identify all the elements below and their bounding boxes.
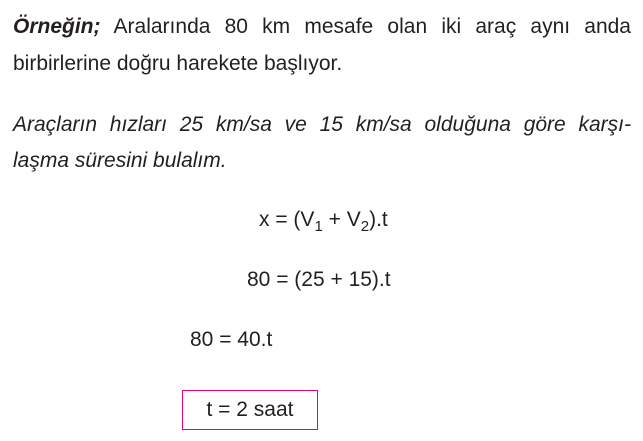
example-lead: Örneğin; [13,15,101,38]
question-line-2: laşma süresini bulalım. [13,149,227,172]
equation-substituted: 80 = (25 + 15).t [247,268,391,291]
question-line-1: Araçların hızları 25 km/sa ve 15 km/sa olduğuna göre karşı- [13,113,631,136]
eq1-mid: + V [322,208,361,231]
intro-line-1 [13,13,631,41]
intro-text-1: Aralarında 80 km mesafe olan iki araç aynı anda [100,15,631,38]
answer-box: t = 2 saat [182,390,318,430]
intro-line-2: birbirlerine doğru harekete başlıyor. [13,52,343,75]
eq1-sub2: 2 [360,218,370,235]
eq1-right: ).t [369,208,388,231]
equation-general [259,206,388,234]
eq1-sub1: 1 [314,218,323,235]
eq1-left: x = (V [259,208,315,231]
equation-simplified: 80 = 40.t [190,328,273,351]
